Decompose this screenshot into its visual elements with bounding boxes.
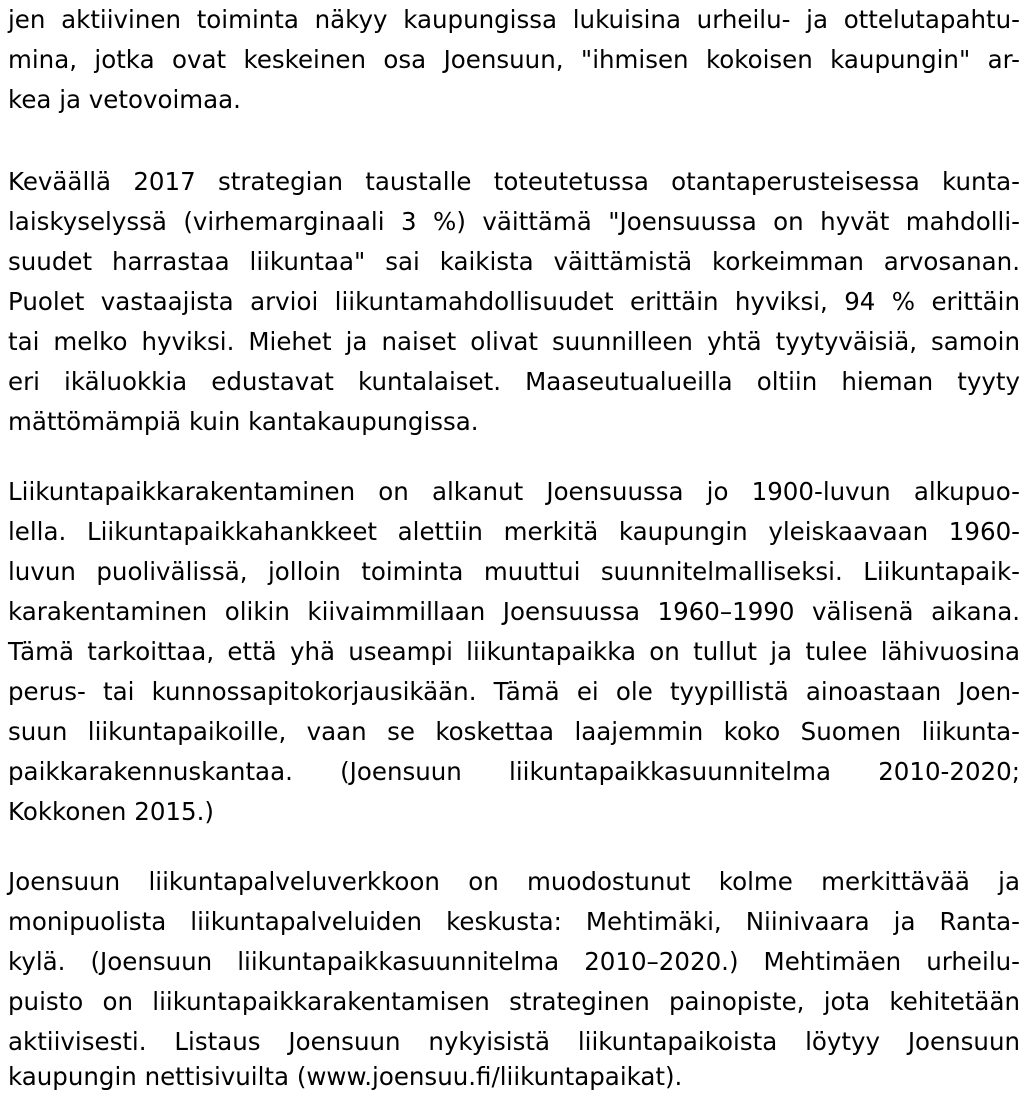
text-line: luvun puolivälissä, jolloin toiminta muuttui suunnitelmalliseksi. Liikuntapaik- — [8, 557, 1020, 586]
text-line: Kokkonen 2015.) — [8, 797, 214, 826]
text-line: eri ikäluokkia edustavat kuntalaiset. Maaseutualueilla oltiin hieman tyyty — [8, 367, 1020, 396]
text-line: tai melko hyviksi. Miehet ja naiset olivat suunnilleen yhtä tyytyväisiä, samoin — [8, 327, 1020, 356]
text-line: Tämä tarkoittaa, että yhä useampi liikuntapaikka on tullut ja tulee lähivuosina — [8, 637, 1020, 666]
text-line: Puolet vastaajista arvioi liikuntamahdollisuudet erittäin hyviksi, 94 % erittäin — [8, 287, 1020, 316]
text-line: lella. Liikuntapaikkahankkeet alettiin merkitä kaupungin yleiskaavaan 1960- — [8, 517, 1020, 546]
text-line: jen aktiivinen toiminta näkyy kaupungissa lukuisina urheilu- ja ottelutapahtu- — [8, 5, 1020, 34]
text-line: Joensuun liikuntapalveluverkkoon on muodostunut kolme merkittävää ja — [8, 867, 1020, 896]
text-line: suudet harrastaa liikuntaa" sai kaikista väittämistä korkeimman arvosanan. — [8, 247, 1020, 276]
text-line: karakentaminen olikin kiivaimmillaan Joensuussa 1960–1990 välisenä aikana. — [8, 597, 1020, 626]
text-line: kea ja vetovoimaa. — [8, 85, 241, 114]
text-line: mina, jotka ovat keskeinen osa Joensuun, "ihmisen kokoisen kaupungin" ar- — [8, 45, 1020, 74]
text-line: perus- tai kunnossapitokorjausikään. Tämä ei ole tyypillistä ainoastaan Joen- — [8, 677, 1020, 706]
text-line: mättömämpiä kuin kantakaupungissa. — [8, 407, 479, 436]
text-line: kylä. (Joensuun liikuntapaikkasuunnitelma 2010–2020.) Mehtimäen urheilu- — [8, 947, 1020, 976]
text-line: laiskyselyssä (virhemarginaali 3 %) väittämä "Joensuussa on hyvät mahdolli- — [8, 207, 1020, 236]
text-line: monipuolista liikuntapalveluiden keskusta: Mehtimäki, Niinivaara ja Ranta- — [8, 907, 1020, 936]
text-line: puisto on liikuntapaikkarakentamisen strateginen painopiste, jota kehitetään — [8, 987, 1020, 1016]
text-line: suun liikuntapaikoille, vaan se koskettaa laajemmin koko Suomen liikunta- — [8, 717, 1020, 746]
text-line: Keväällä 2017 strategian taustalle toteutetussa otantaperusteisessa kunta- — [8, 167, 1020, 196]
text-line: aktiivisesti. Listaus Joensuun nykyisistä liikuntapaikoista löytyy Joensuun — [8, 1027, 1020, 1056]
text-line: paikkarakennuskantaa. (Joensuun liikuntapaikkasuunnitelma 2010-2020; — [8, 757, 1020, 786]
text-line: kaupungin nettisivuilta (www.joensuu.fi/liikuntapaikat). — [8, 1062, 683, 1091]
text-line: Liikuntapaikkarakentaminen on alkanut Joensuussa jo 1900-luvun alkupuo- — [8, 477, 1020, 506]
